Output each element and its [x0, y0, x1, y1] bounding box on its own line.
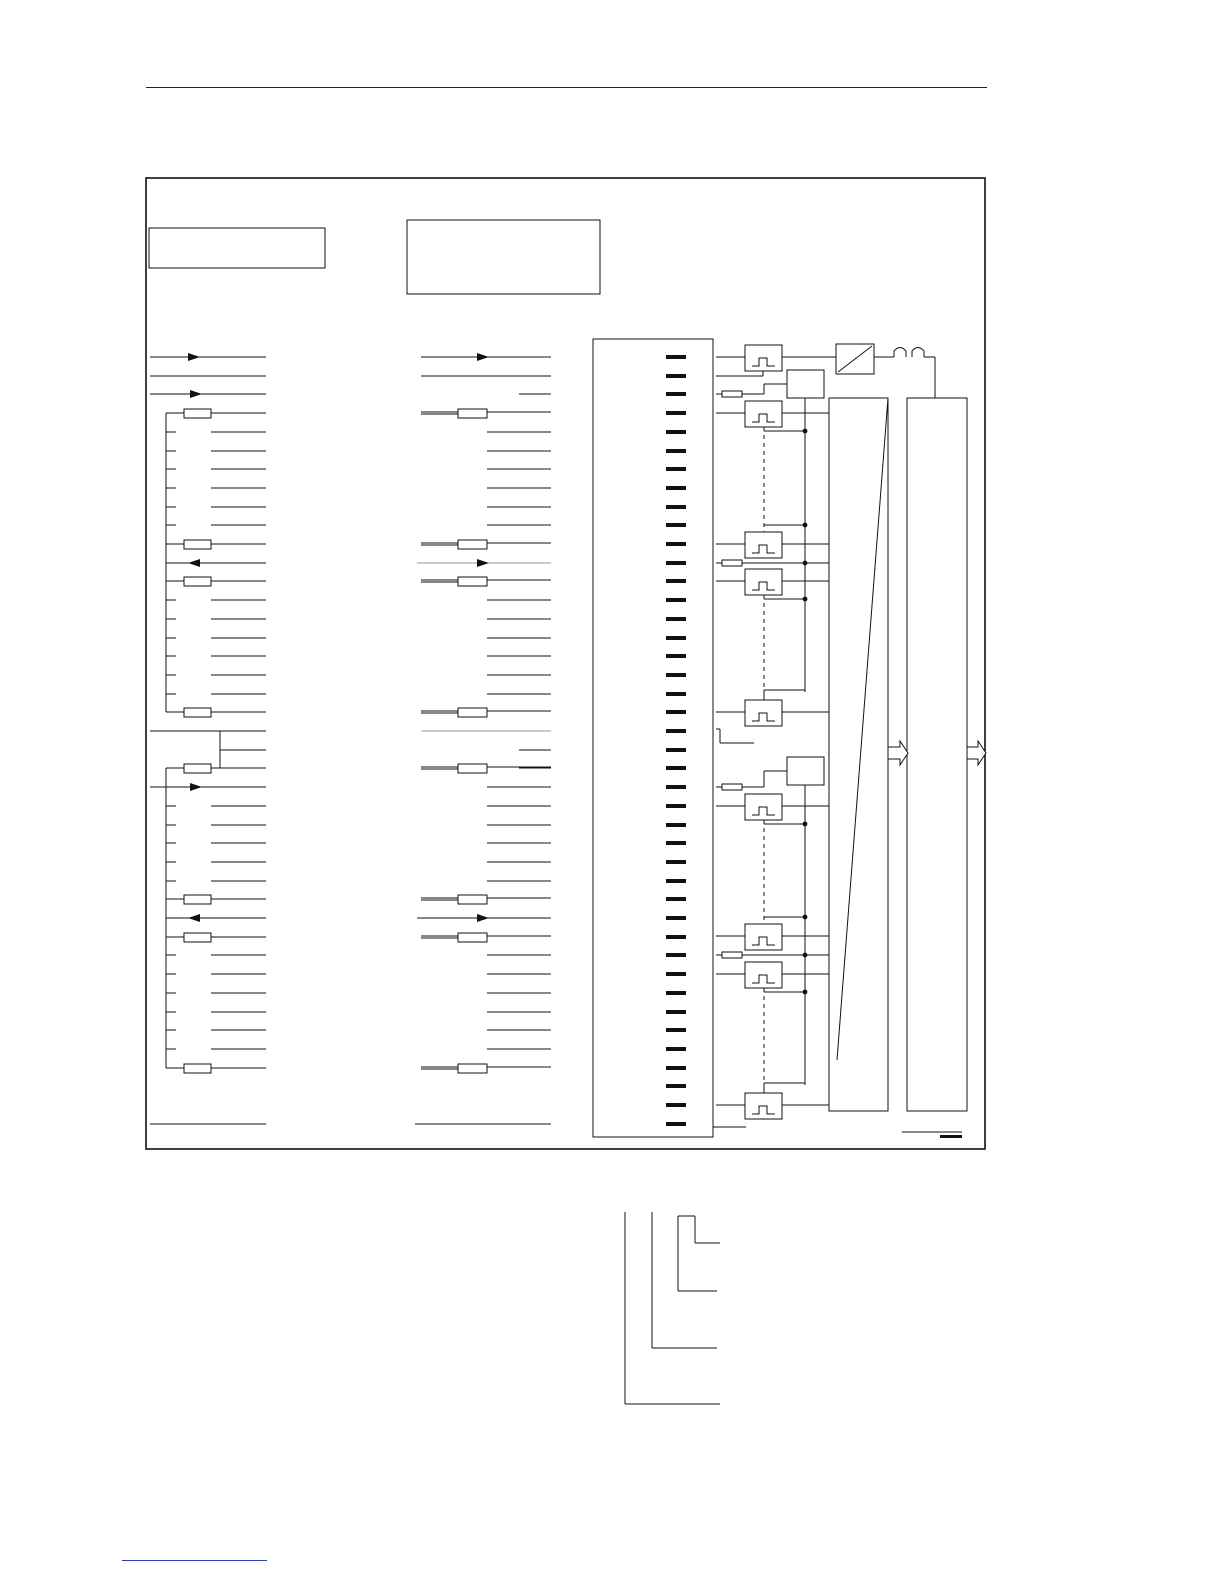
terminal-pin	[666, 523, 686, 527]
junction-dot	[803, 953, 808, 958]
resistor-icon	[184, 895, 211, 904]
terminal-pin	[666, 355, 686, 359]
terminal-pin	[666, 449, 686, 453]
terminal-pin	[666, 823, 686, 827]
terminal-pin	[666, 617, 686, 621]
resistor-icon	[184, 540, 211, 549]
terminal-pin	[666, 1047, 686, 1051]
junction-dot	[803, 561, 808, 566]
terminal-pin	[666, 1010, 686, 1014]
middle-header-box	[407, 220, 600, 294]
internal-bus-blocks	[829, 398, 986, 1138]
supply-box	[787, 370, 824, 398]
ground-icon	[940, 1135, 962, 1138]
terminal-pin	[666, 392, 686, 396]
resistor-icon	[458, 895, 487, 904]
fuse-icon	[722, 952, 742, 958]
legend-leader-lines	[625, 1212, 720, 1404]
terminal-block-frame	[593, 339, 713, 1137]
terminal-pin	[666, 654, 686, 658]
terminal-pin	[666, 673, 686, 677]
terminal-pin	[666, 841, 686, 845]
terminal-pin	[666, 467, 686, 471]
terminal-pin	[666, 916, 686, 920]
left-header-box	[149, 228, 325, 268]
fuse-icon	[722, 560, 742, 566]
resistor-icon	[458, 1064, 487, 1073]
terminal-pin	[666, 1122, 686, 1126]
resistor-icon	[184, 933, 211, 942]
terminal-pin	[666, 785, 686, 789]
terminal-pin	[666, 486, 686, 490]
resistor-icon	[458, 540, 487, 549]
multiplexer-block	[829, 398, 888, 1111]
terminal-pin	[666, 860, 686, 864]
terminal-pin	[666, 598, 686, 602]
terminal-pin	[666, 953, 686, 957]
terminal-pin	[666, 374, 686, 378]
resistor-icon	[184, 708, 211, 717]
terminal-pin	[666, 748, 686, 752]
terminal-pin	[666, 692, 686, 696]
resistor-icon	[184, 409, 211, 418]
supply-box	[787, 757, 824, 785]
terminal-pin	[666, 879, 686, 883]
terminal-pin	[666, 430, 686, 434]
resistor-icon	[458, 933, 487, 942]
terminal-pin	[666, 411, 686, 415]
resistor-icon	[458, 409, 487, 418]
terminal-pin	[666, 1028, 686, 1032]
terminal-pin	[666, 1103, 686, 1107]
terminal-pin	[666, 897, 686, 901]
terminal-pin	[666, 710, 686, 714]
terminal-pin	[666, 1084, 686, 1088]
terminal-pin	[666, 935, 686, 939]
resistor-icon	[184, 577, 211, 586]
resistor-icon	[184, 1064, 211, 1073]
terminal-pin	[666, 579, 686, 583]
resistor-icon	[458, 708, 487, 717]
terminal-pin	[666, 505, 686, 509]
terminal-pin	[666, 729, 686, 733]
terminal-pin	[666, 542, 686, 546]
terminal-pin	[666, 766, 686, 770]
resistor-icon	[458, 577, 487, 586]
resistor-icon	[458, 764, 487, 773]
terminal-pin	[666, 1066, 686, 1070]
terminal-pin	[666, 804, 686, 808]
terminal-block	[593, 339, 713, 1137]
terminal-pin	[666, 561, 686, 565]
fuse-icon	[722, 784, 742, 790]
bus-interface-block	[907, 398, 967, 1111]
fuse-icon	[722, 391, 742, 397]
footer-link-underline	[122, 1560, 267, 1561]
terminal-pin	[666, 636, 686, 640]
resistor-icon	[184, 764, 211, 773]
terminal-pin	[666, 972, 686, 976]
terminal-pin	[666, 991, 686, 995]
